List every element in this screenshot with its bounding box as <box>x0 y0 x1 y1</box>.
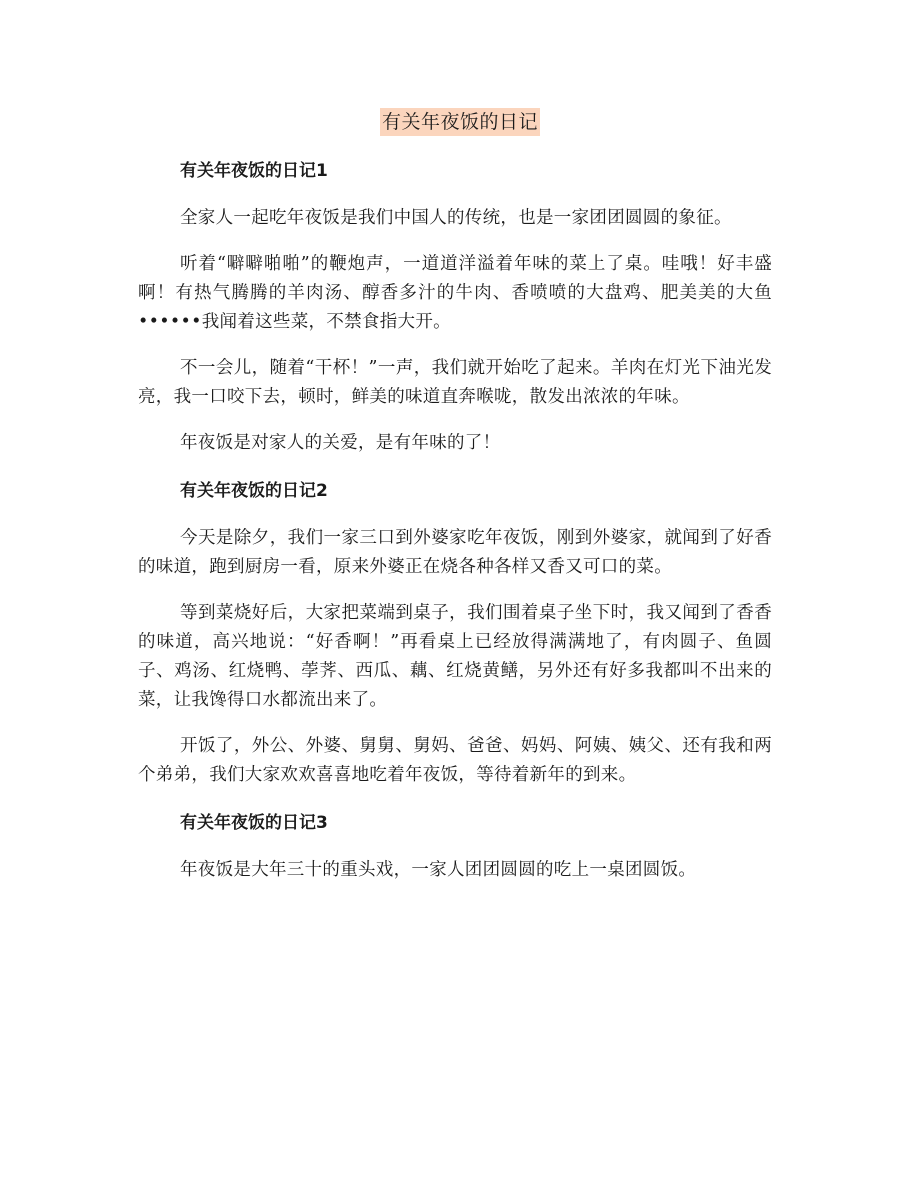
paragraph: 年夜饭是大年三十的重头戏，一家人团团圆圆的吃上一桌团圆饭。 <box>180 860 697 880</box>
section-1 <box>138 156 772 458</box>
section-heading: 有关年夜饭的日记1 <box>180 161 328 181</box>
paragraph: 年夜饭是对家人的关爱，是有年味的了！ <box>180 433 501 453</box>
paragraph: 等到菜烧好后，大家把菜端到桌子，我们围着桌子坐下时，我又闻到了香香的味道，高兴地说：“好香啊！”再看桌上已经放得满满地了，有肉圆子、鱼圆子、鸡汤、红烧鸭、荸荠、西瓜、藕、红烧黄鳝，另外还有好多我都叫不出来的菜，让我馋得口水都流出来了。 <box>138 603 772 710</box>
section-2 <box>138 476 772 790</box>
section-3 <box>138 808 772 885</box>
paragraph: 不一会儿，随着“干杯！”一声，我们就开始吃了起来。羊肉在灯光下油光发亮，我一口咬下去，顿时，鲜美的味道直奔喉咙，散发出浓浓的年味。 <box>138 358 772 407</box>
title-row <box>0 108 920 136</box>
paragraph: 听着“噼噼啪啪”的鞭炮声，一道道洋溢着年味的菜上了桌。哇哦！好丰盛啊！有热气腾腾的羊肉汤、醇香多汁的牛肉、香喷喷的大盘鸡、肥美美的大鱼••••••我闻着这些菜，不禁食指大开。 <box>138 254 772 332</box>
paragraph: 开饭了，外公、外婆、舅舅、舅妈、爸爸、妈妈、阿姨、姨父、还有我和两个弟弟，我们大家欢欢喜喜地吃着年夜饭，等待着新年的到来。 <box>138 736 772 785</box>
document-body <box>138 156 772 885</box>
document-title: 有关年夜饭的日记 <box>380 108 540 136</box>
paragraph: 全家人一起吃年夜饭是我们中国人的传统，也是一家团团圆圆的象征。 <box>180 208 732 228</box>
paragraph: 今天是除夕，我们一家三口到外婆家吃年夜饭，刚到外婆家，就闻到了好香的味道，跑到厨房一看，原来外婆正在烧各种各样又香又可口的菜。 <box>138 528 772 577</box>
section-heading: 有关年夜饭的日记2 <box>180 481 328 501</box>
section-heading: 有关年夜饭的日记3 <box>180 813 328 833</box>
